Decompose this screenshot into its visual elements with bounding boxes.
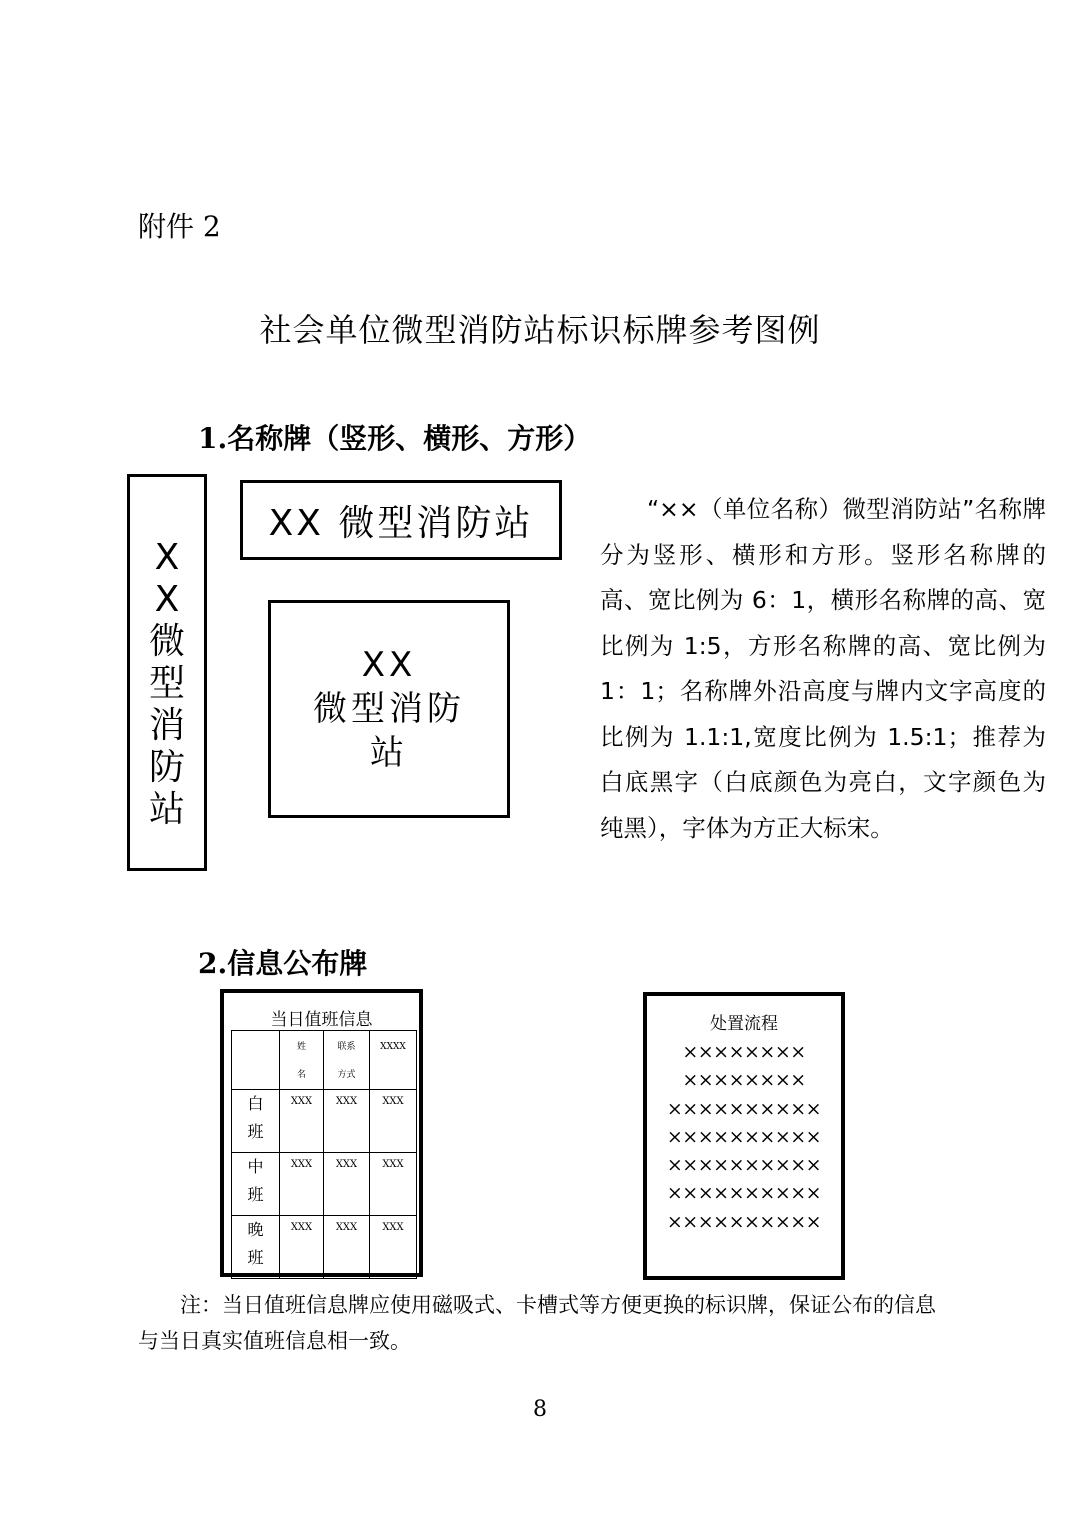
page-number: 8 — [533, 1397, 547, 1422]
contact-column-header: 联系 方式 — [324, 1031, 370, 1090]
extra-column-header: XXXX — [370, 1031, 417, 1090]
square-sign-line: 站 — [370, 733, 408, 773]
name-sign-description: “××（单位名称）微型消防站”名称牌分为竖形、横形和方形。竖形名称牌的高、宽比例为 6：1，横形名称牌的高、宽比例为 1:5，方形名称牌的高、宽比例为 1：1；名称牌外沿高度与牌内文字高度的比例为 1.1:1,宽度比例为 1.5:1；推荐为白底黑字（白底颜色为亮白，文字颜色为纯黑），字体为方正大标宋。 — [600, 495, 1046, 842]
procedure-board-title: 处置流程 — [710, 1014, 778, 1034]
duty-info-board — [220, 989, 423, 1277]
procedure-line: ×××××××××× — [666, 1097, 822, 1120]
table-cell: XXX — [324, 1153, 370, 1216]
table-cell: XXX — [370, 1153, 417, 1216]
vertical-sign-char: X — [154, 537, 180, 578]
procedure-line: ×××××××× — [682, 1041, 806, 1063]
table-cell: XXX — [280, 1153, 324, 1216]
horizontal-name-sign — [240, 480, 562, 560]
section2-heading: 2.信息公布牌 — [198, 947, 368, 980]
vertical-sign-char: 站 — [148, 789, 185, 830]
shift-label: 白 班 — [232, 1090, 280, 1153]
procedure-line: ×××××××××× — [666, 1210, 822, 1233]
procedure-line: ×××××××××× — [666, 1182, 822, 1205]
board-note: 注：当日值班信息牌应使用磁吸式、卡槽式等方便更换的标识牌，保证公布的信息与当日真实值班信息相一致。 — [138, 1293, 936, 1353]
vertical-name-sign — [127, 474, 207, 871]
shift-label: 晚 班 — [232, 1216, 280, 1279]
vertical-sign-char: 微 — [148, 621, 185, 662]
vertical-sign-char: X — [154, 579, 180, 620]
procedure-line: ×××××××××× — [666, 1125, 822, 1148]
duty-table — [231, 1030, 417, 1279]
name-column-header: 姓 名 — [280, 1031, 324, 1090]
square-sign-line: XX — [361, 645, 417, 685]
section1-heading: 1.名称牌（竖形、横形、方形） — [198, 422, 592, 455]
shift-label: 中 班 — [232, 1153, 280, 1216]
table-corner-cell — [232, 1031, 280, 1090]
procedure-line: ×××××××× — [682, 1069, 806, 1092]
procedure-line: ×××××××××× — [666, 1154, 822, 1177]
table-row — [232, 1216, 417, 1279]
procedure-board — [643, 992, 845, 1280]
vertical-sign-char: 防 — [148, 747, 185, 788]
table-cell: XXX — [280, 1216, 324, 1279]
vertical-sign-char: 消 — [148, 705, 185, 746]
table-cell: XXX — [370, 1090, 417, 1153]
duty-board-title: 当日值班信息 — [270, 1010, 373, 1030]
vertical-sign-char: 型 — [148, 663, 185, 704]
table-cell: XXX — [280, 1090, 324, 1153]
table-cell: XXX — [324, 1216, 370, 1279]
document-title: 社会单位微型消防站标识标牌参考图例 — [259, 311, 821, 349]
square-name-sign — [268, 600, 510, 818]
vertical-sign-text — [130, 537, 204, 831]
table-cell: XXX — [370, 1216, 417, 1279]
table-row — [232, 1090, 417, 1153]
horizontal-sign-text: XX 微型消防站 — [268, 502, 534, 544]
table-header-row — [232, 1031, 417, 1090]
table-cell: XXX — [324, 1090, 370, 1153]
procedure-lines — [647, 1038, 841, 1236]
table-row — [232, 1153, 417, 1216]
square-sign-line: 微型消防 — [313, 689, 465, 729]
attachment-label: 附件 2 — [138, 210, 221, 243]
